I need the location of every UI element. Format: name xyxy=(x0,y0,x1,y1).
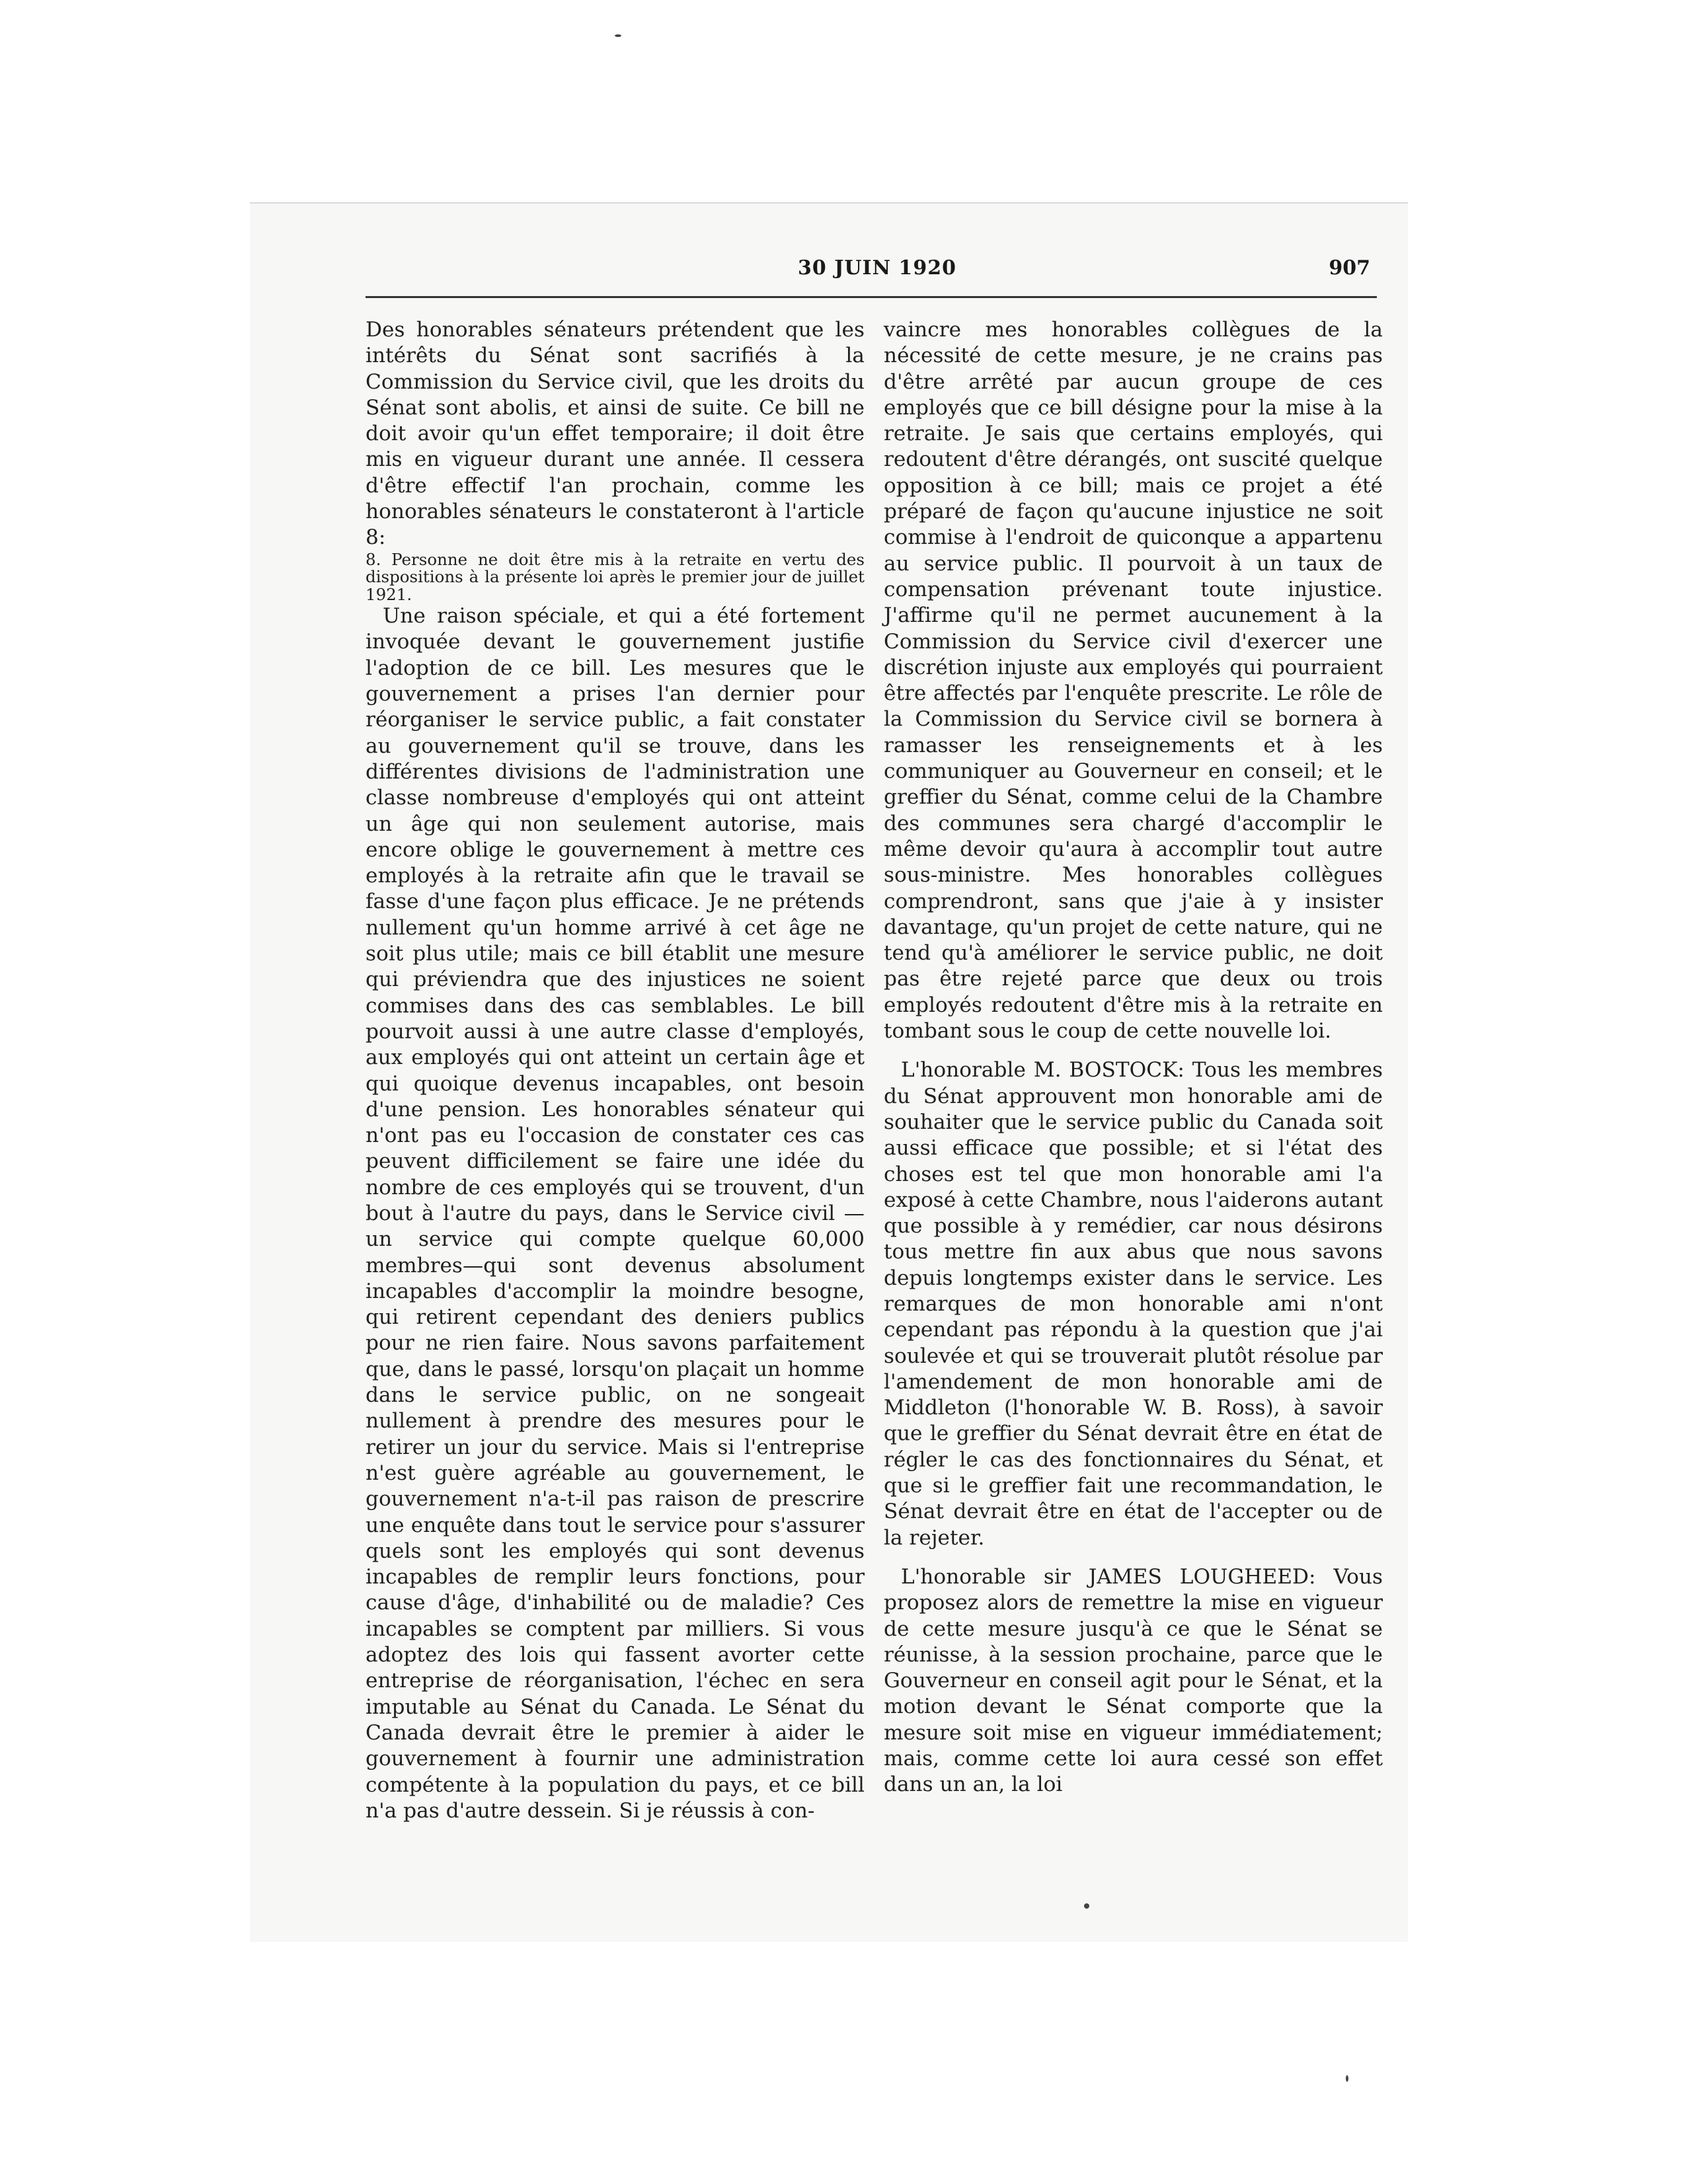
right-column xyxy=(884,317,1383,1798)
left-column xyxy=(366,317,865,1824)
scan-speck xyxy=(1346,2075,1348,2082)
scan-speck xyxy=(1084,1903,1089,1909)
paragraph: vaincre mes honorables collègues de la nécessité de cette mesure, je ne crains pas d'être arrêté par aucun groupe de ces employés que ce bill désigne pour la mise à la retraite. Je sais que certains employés, qui redoutent d'être dérangés, ont suscité quelque opposition à ce bill; mais ce projet a été préparé de façon qu'aucune injustice ne soit commise à l'endroit de quiconque a appartenu au service public. Il pourvoit à un taux de compensation prévenant toute injustice. J'affirme qu'il ne permet aucunement à la Commission du Service civil d'exercer une discrétion injuste aux employés qui pourraient être affectés par l'enquête prescrite. Le rôle de la Commission du Service civil se bornera à ramasser les renseignements et à les communiquer au Gouverneur en conseil; et le greffier du Sénat, comme celui de la Chambre des communes sera chargé d'accomplir le même devoir qu'aura à accomplir tout autre sous-ministre. Mes honorables collègues comprendront, sans que j'aie à y insister davantage, qu'un projet de cette nature, qui ne tend qu'à améliorer le service public, ne doit pas être rejeté parce que deux ou trois employés redoutent d'être mis à la retraite en tombant sous le coup de cette nouvelle loi. xyxy=(884,318,1383,1044)
paragraph-bostock: L'honorable M. BOSTOCK: Tous les membres du Sénat approuvent mon honorable ami de souhaiter que le service public du Canada soit aussi efficace que possible; et si l'état des choses est tel que mon honorable ami l'a exposé à cette Chambre, nous l'aiderons autant que possible à y remédier, car nous désirons tous mettre fin aux abus que nous savons depuis longtemps exister dans le service. Les remarques de mon honorable ami n'ont cependant pas répondu à la question que j'ai soulevée et qui se trouverait plutôt résolue par l'amendement de mon honorable ami de Middleton (l'honorable W. B. Ross), à savoir que le greffier du Sénat devrait être en état de régler le cas des fonctionnaires du Sénat, et que si le greffier fait une recommandation, le Sénat devrait être en état de l'accepter ou de la rejeter. xyxy=(884,1058,1383,1550)
quoted-article: 8. Personne ne doit être mis à la retraite en vertu des dispositions à la présente loi après le premier jour de juillet 1921. xyxy=(366,549,865,604)
paragraph: Une raison spéciale, et qui a été fortement invoquée devant le gouvernement justifie l'adoption de ce bill. Les mesures que le gouvernement a prises l'an dernier pour réorganiser le service public, a fait constater au gouvernement qu'il se trouve, dans les différentes divisions de l'administration une classe nombreuse d'employés qui ont atteint un âge qui non seulement autorise, mais encore oblige le gouvernement à mettre ces employés à la retraite afin que le travail se fasse d'une façon plus efficace. Je ne prétends nullement qu'un homme arrivé à cet âge ne soit plus utile; mais ce bill établit une mesure qui préviendra que des injustices ne soient commises dans des cas semblables. Le bill pourvoit aussi à une autre classe d'employés, aux employés qui ont atteint un certain âge et qui quoique devenus incapables, ont besoin d'une pension. Les honorables sénateur qui n'ont pas eu l'occasion de constater ces cas peuvent difficilement se faire une idée du nombre de ces employés qui se trouvent, d'un bout à l'autre du pays, dans le Service civil —un service qui compte quelque 60,000 membres—qui sont devenus absolument incapables d'accomplir la moindre besogne, qui retirent cependant des deniers publics pour ne rien faire. Nous savons parfaitement que, dans le passé, lorsqu'on plaçait un homme dans le service public, on ne songeait nullement à prendre des mesures pour le retirer un jour du service. Mais si l'entreprise n'est guère agréable au gouvernement, le gouvernement n'a-t-il pas raison de prescrire une enquête dans tout le service pour s'assurer quels sont les employés qui sont devenus incapables de remplir leurs fonctions, pour cause d'âge, d'inhabilité ou de maladie? Ces incapables se comptent par milliers. Si vous adoptez des lois qui fassent avorter cette entreprise de réorganisation, l'échec en sera imputable au Sénat du Canada. Le Sénat du Canada devrait être le premier à aider le gouvernement à fournir une administration compétente à la population du pays, et ce bill n'a pas d'autre dessein. Si je réussis à con- xyxy=(366,604,865,1823)
page-number: 907 xyxy=(1329,256,1370,280)
scan-speck xyxy=(615,34,621,37)
paragraph: Des honorables sénateurs prétendent que les intérêts du Sénat sont sacrifiés à la Commission du Service civil, que les droits du Sénat sont abolis, et ainsi de suite. Ce bill ne doit avoir qu'un effet temporaire; il doit être mis en vigueur durant une année. Il cessera d'être effectif l'an prochain, comme les honorables sénateurs le constateront à l'article 8: xyxy=(366,318,865,550)
header-date: 30 JUIN 1920 xyxy=(798,256,956,280)
paragraph-lougheed: L'honorable sir JAMES LOUGHEED: Vous proposez alors de remettre la mise en vigueur de cette mesure jusqu'à ce que le Sénat se réunisse, à la session prochaine, parce que le Gouverneur en conseil agit pour le Sénat, et la motion devant le Sénat comporte que la mesure soit mise en vigueur immédiatement; mais, comme cette loi aura cessé son effet dans un an, la loi xyxy=(884,1564,1383,1797)
running-header xyxy=(366,256,1377,298)
